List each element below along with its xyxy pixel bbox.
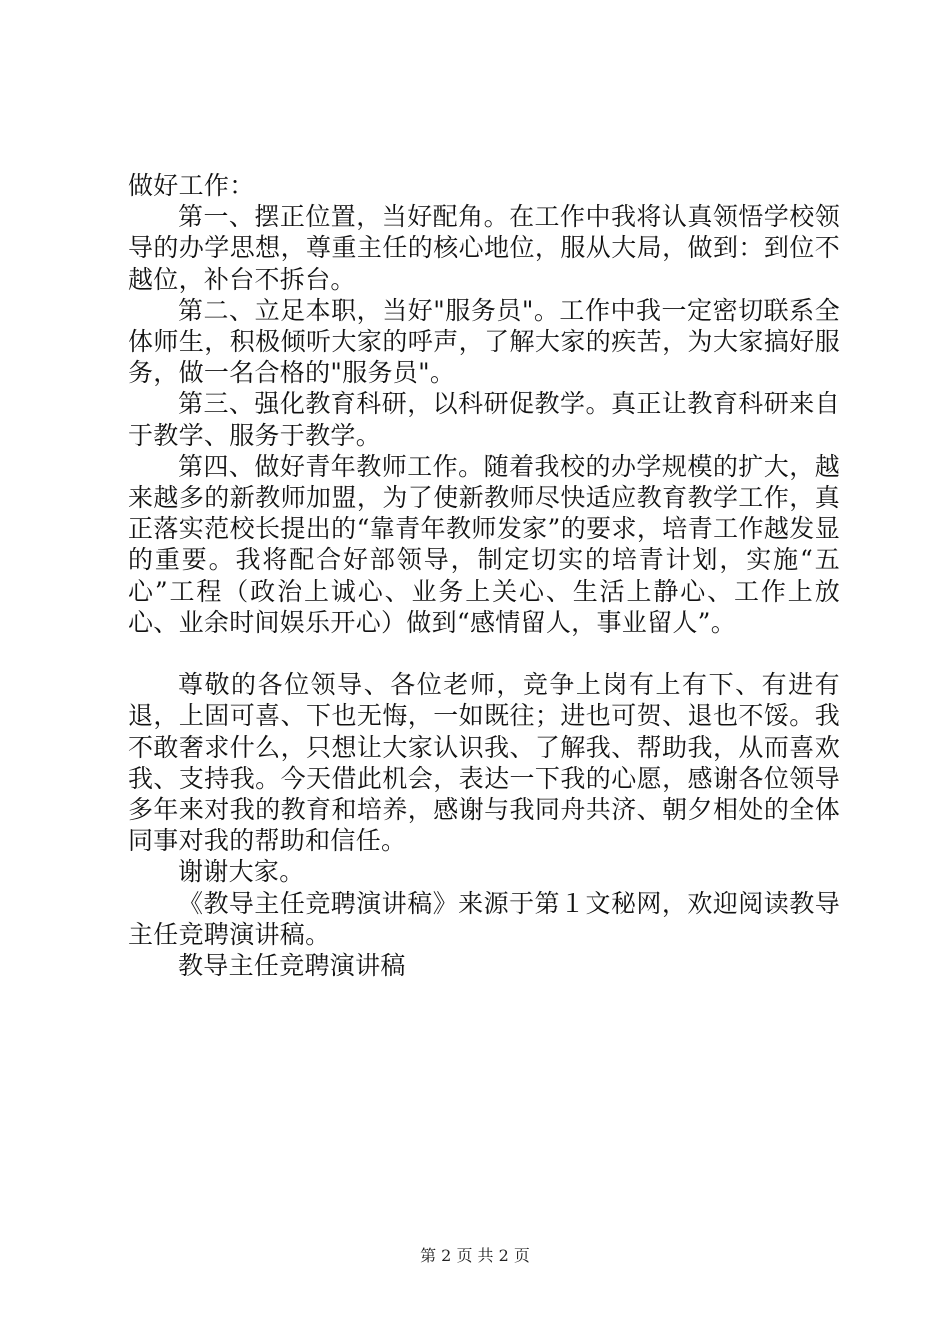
paragraph-intro: 做好工作： (128, 171, 255, 200)
paragraph-point-3: 第三、强化教育科研，以科研促教学。真正让教育科研来自于教学、服务于教学。 (128, 389, 840, 450)
paragraph-point-4: 第四、做好青年教师工作。随着我校的办学规模的扩大，越来越多的新教师加盟，为了使新教师尽快适应教育教学工作，真正落实范校长提出的“靠青年教师发家”的要求，培青工作越发显的重要。我将配合好部领导，制定切实的培青计划，实施“五心”工程（政治上诚心、业务上关心、生活上静心、工作上放心、业余时间娱乐开心）做到“感情留人，事业留人”。 (128, 451, 840, 637)
paragraph-point-2: 第二、立足本职，当好"服务员"。工作中我一定密切联系全体师生，积极倾听大家的呼声，了解大家的疾苦，为大家搞好服务，做一名合格的"服务员"。 (128, 295, 840, 388)
paragraph-title-line: 教导主任竞聘演讲稿 (178, 951, 406, 981)
paragraph-point-1: 第一、摆正位置，当好配角。在工作中我将认真领悟学校领导的办学思想，尊重主任的核心地位，服从大局，做到：到位不越位，补台不拆台。 (128, 202, 840, 294)
paragraph-closing: 尊敬的各位领导、各位老师，竞争上岗有上有下、有进有退，上固可喜、下也无悔，一如既往；进也可贺、退也不馁。我不敢奢求什么，只想让大家认识我、了解我、帮助我，从而喜欢我、支持我。今天借此机会，表达一下我的心愿，感谢各位领导多年来对我的教育和培养，感谢与我同舟共济、朝夕相处的全体同事对我的帮助和信任。 (128, 670, 840, 856)
paragraph-spacer (128, 638, 840, 669)
document-body (128, 170, 840, 981)
paragraph-source-note: 《教导主任竞聘演讲稿》来源于第１文秘网，欢迎阅读教导主任竞聘演讲稿。 (128, 888, 840, 949)
page-footer: 第 2 页 共 2 页 (420, 1246, 530, 1265)
paragraph-thanks: 谢谢大家。 (178, 857, 305, 887)
